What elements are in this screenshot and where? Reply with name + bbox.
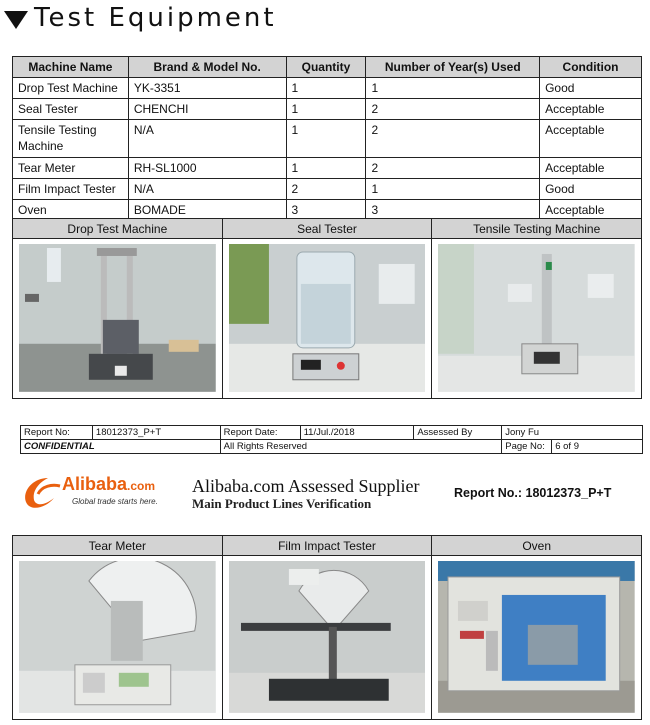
photo-caption: Tear Meter [13, 536, 222, 556]
logo-word: Alibaba [62, 474, 128, 494]
cell: BOMADE [128, 200, 286, 221]
photo-grid-bottom [12, 535, 642, 720]
report-date-label: Report Date: [220, 426, 300, 440]
table-row [13, 78, 642, 99]
equipment-table [12, 56, 642, 221]
cell: 2 [286, 179, 366, 200]
oven-photo [438, 561, 635, 713]
report-footer [20, 425, 643, 454]
cell: Good [540, 78, 642, 99]
cell: Drop Test Machine [13, 78, 129, 99]
cell: RH-SL1000 [128, 158, 286, 179]
cell: 2 [366, 158, 540, 179]
photo-caption: Drop Test Machine [13, 219, 222, 239]
cell: Film Impact Tester [13, 179, 129, 200]
cell: Acceptable [540, 158, 642, 179]
cell: 1 [366, 179, 540, 200]
film-impact-tester-photo [229, 561, 426, 713]
cell: Oven [13, 200, 129, 221]
cell: 1 [286, 158, 366, 179]
photo-caption: Tensile Testing Machine [432, 219, 641, 239]
cell: N/A [128, 179, 286, 200]
logo-com: .com [127, 479, 156, 493]
cell: 2 [366, 99, 540, 120]
table-row [13, 179, 642, 200]
cell: 3 [286, 200, 366, 221]
seal-tester-photo [229, 244, 426, 392]
cell: 2 [366, 120, 540, 158]
cell: Seal Tester [13, 99, 129, 120]
logo-wordmark [62, 474, 155, 495]
photo-cell-oven [432, 536, 641, 719]
cell: CHENCHI [128, 99, 286, 120]
cell: 1 [286, 78, 366, 99]
cell: 1 [286, 120, 366, 158]
cell: 3 [366, 200, 540, 221]
confidential-label: CONFIDENTIAL [21, 440, 221, 454]
cell: N/A [128, 120, 286, 158]
cell: 1 [286, 99, 366, 120]
header-subtitle: Main Product Lines Verification [192, 496, 372, 511]
alibaba-logo [20, 472, 180, 512]
cell: Acceptable [540, 99, 642, 120]
photo-cell-drop-test [13, 219, 223, 398]
cell: Acceptable [540, 120, 642, 158]
photo-cell-tear-meter [13, 536, 223, 719]
triangle-down-icon [4, 11, 28, 29]
cell: YK-3351 [128, 78, 286, 99]
page-no-value: 6 of 9 [552, 440, 643, 454]
header-title: Alibaba.com Assessed Supplier [192, 476, 420, 496]
drop-test-machine-photo [19, 244, 216, 392]
photo-cell-tensile-testing [432, 219, 641, 398]
cell: Acceptable [540, 200, 642, 221]
cell: Good [540, 179, 642, 200]
logo-tagline: Global trade starts here. [72, 497, 158, 506]
photo-caption: Seal Tester [223, 219, 432, 239]
table-row [13, 158, 642, 179]
photo-caption: Oven [432, 536, 641, 556]
cell: Tensile Testing Machine [13, 120, 129, 158]
col-header-brand-model: Brand & Model No. [128, 57, 286, 78]
col-header-years-used: Number of Year(s) Used [366, 57, 540, 78]
col-header-quantity: Quantity [286, 57, 366, 78]
section-title: Test Equipment [34, 3, 277, 33]
tear-meter-photo [19, 561, 216, 713]
cell: Tear Meter [13, 158, 129, 179]
report-date-value: 11/Jul./2018 [300, 426, 414, 440]
alibaba-swoosh-icon [20, 472, 64, 512]
col-header-condition: Condition [540, 57, 642, 78]
table-header-row [13, 57, 642, 78]
assessed-by-value: Jony Fu [502, 426, 643, 440]
assessed-by-label: Assessed By [414, 426, 502, 440]
section-heading [4, 2, 277, 34]
report-no-label: Report No: [21, 426, 93, 440]
rights-text: All Rights Reserved [220, 440, 502, 454]
photo-cell-seal-tester [223, 219, 433, 398]
report-no-value: 18012373_P+T [92, 426, 220, 440]
col-header-machine-name: Machine Name [13, 57, 129, 78]
header-report-no: Report No.: 18012373_P+T [454, 486, 612, 500]
page-no-label: Page No: [502, 440, 552, 454]
photo-caption: Film Impact Tester [223, 536, 432, 556]
photo-grid-top [12, 218, 642, 399]
photo-cell-film-impact [223, 536, 433, 719]
table-row [13, 99, 642, 120]
table-row [13, 120, 642, 158]
cell: 1 [366, 78, 540, 99]
tensile-testing-machine-photo [438, 244, 635, 392]
